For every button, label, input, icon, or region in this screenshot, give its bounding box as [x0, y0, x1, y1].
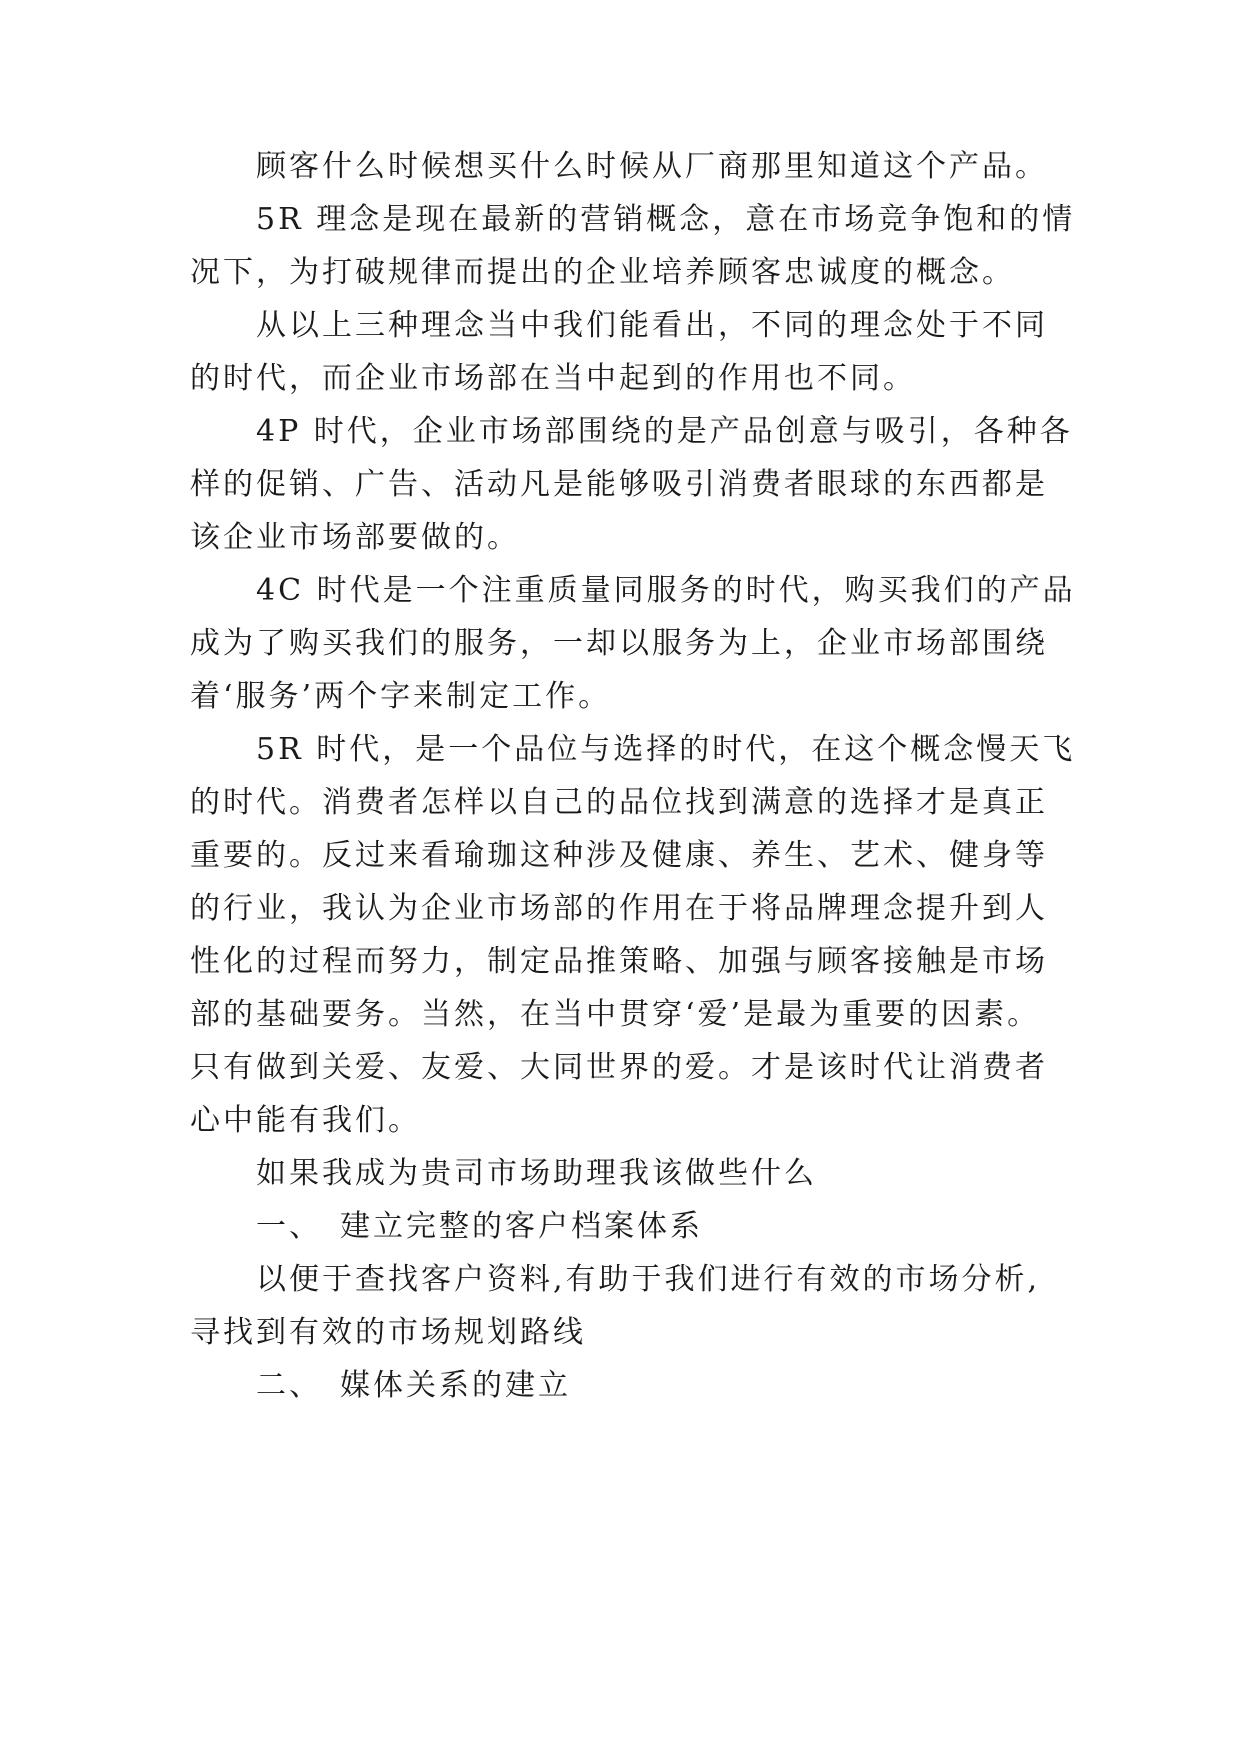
paragraph-line: 样的促销、广告、活动凡是能够吸引消费者眼球的东西都是: [190, 467, 1048, 502]
heading-number: 一、: [256, 1209, 322, 1244]
paragraph-line: 4P 时代，企业市场部围绕的是产品创意与吸引，各种各: [256, 414, 1073, 449]
paragraph-line: 顾客什么时候想买什么时候从厂商那里知道这个产品。: [256, 149, 1048, 184]
paragraph-line: 性化的过程而努力，制定品推策略、加强与顾客接触是市场: [190, 944, 1048, 979]
numbered-heading-1: [256, 1207, 703, 1247]
section-intro-line: 如果我成为贵司市场助理我该做些什么: [256, 1156, 817, 1191]
paragraph-line: 着‘服务’两个字来制定工作。: [190, 679, 612, 714]
paragraph-line: 5R 理念是现在最新的营销概念，意在市场竞争饱和的情: [256, 202, 1076, 237]
paragraph-line: 寻找到有效的市场规划路线: [190, 1315, 586, 1350]
paragraph-line: 的行业，我认为企业市场部的作用在于将品牌理念提升到人: [190, 891, 1048, 926]
heading-text: 媒体关系的建立: [340, 1368, 571, 1403]
numbered-heading-2: [256, 1366, 571, 1406]
paragraph-line: 4C 时代是一个注重质量同服务的时代，购买我们的产品: [256, 573, 1076, 608]
paragraph-line: 况下，为打破规律而提出的企业培养顾客忠诚度的概念。: [190, 255, 1015, 290]
paragraph-line: 的时代，而企业市场部在当中起到的作用也不同。: [190, 361, 916, 396]
paragraph-line: 成为了购买我们的服务，一却以服务为上，企业市场部围绕: [190, 626, 1048, 661]
paragraph-line: 只有做到关爱、友爱、大同世界的爱。才是该时代让消费者: [190, 1050, 1048, 1085]
heading-number: 二、: [256, 1368, 322, 1403]
paragraph-line: 该企业市场部要做的。: [190, 520, 520, 555]
paragraph-line: 重要的。反过来看瑜珈这种涉及健康、养生、艺术、健身等: [190, 838, 1048, 873]
paragraph-line: 5R 时代，是一个品位与选择的时代，在这个概念慢天飞: [256, 732, 1076, 767]
paragraph-line: 从以上三种理念当中我们能看出，不同的理念处于不同: [256, 308, 1048, 343]
paragraph-line: 以便于查找客户资料,有助于我们进行有效的市场分析,: [256, 1262, 1041, 1297]
paragraph-line: 部的基础要务。当然，在当中贯穿‘爱’是最为重要的因素。: [190, 997, 1041, 1032]
heading-text: 建立完整的客户档案体系: [340, 1209, 703, 1244]
paragraph-line: 的时代。消费者怎样以自己的品位找到满意的选择才是真正: [190, 785, 1048, 820]
paragraph-line: 心中能有我们。: [190, 1103, 421, 1138]
